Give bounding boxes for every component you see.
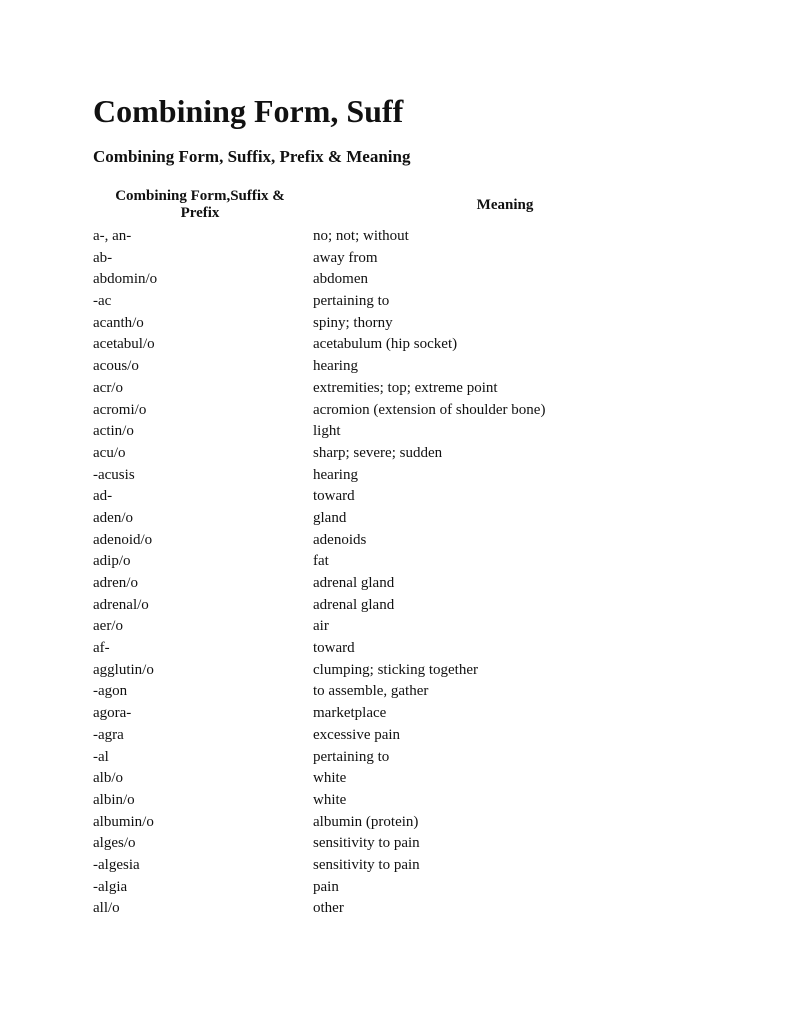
meaning-cell: abdomen bbox=[313, 271, 368, 288]
table-row bbox=[93, 291, 613, 313]
column-header-meaning: Meaning bbox=[476, 197, 534, 213]
term-cell: -algesia bbox=[93, 856, 140, 873]
table-row bbox=[93, 486, 613, 508]
meaning-cell: hearing bbox=[313, 466, 358, 483]
column-header-term: Combining Form,Suffix & Prefix bbox=[115, 188, 285, 221]
term-cell: albumin/o bbox=[93, 813, 154, 830]
table-row bbox=[93, 681, 613, 703]
meaning-cell: white bbox=[313, 770, 347, 787]
term-cell: acr/o bbox=[93, 379, 123, 396]
term-cell: ab- bbox=[93, 249, 113, 266]
table-row bbox=[93, 595, 613, 617]
meaning-cell: air bbox=[313, 618, 329, 635]
meaning-cell: to assemble, gather bbox=[313, 683, 429, 700]
term-table bbox=[93, 226, 613, 920]
term-cell: adip/o bbox=[93, 553, 131, 570]
meaning-cell: toward bbox=[313, 488, 355, 505]
table-row bbox=[93, 551, 613, 573]
table-row bbox=[93, 226, 613, 248]
table-row bbox=[93, 812, 613, 834]
term-cell: af- bbox=[93, 640, 110, 657]
meaning-cell: light bbox=[313, 423, 341, 440]
table-row bbox=[93, 725, 613, 747]
table-row bbox=[93, 443, 613, 465]
term-cell: acetabul/o bbox=[93, 336, 155, 353]
term-cell: acanth/o bbox=[93, 314, 144, 331]
table-row bbox=[93, 747, 613, 769]
table-row bbox=[93, 877, 613, 899]
table-row bbox=[93, 400, 613, 422]
meaning-cell: albumin (protein) bbox=[313, 813, 419, 830]
table-row bbox=[93, 703, 613, 725]
meaning-cell: adenoids bbox=[313, 531, 367, 548]
table-row bbox=[93, 660, 613, 682]
table-row bbox=[93, 616, 613, 638]
table-row bbox=[93, 573, 613, 595]
meaning-cell: hearing bbox=[313, 358, 358, 375]
term-cell: all/o bbox=[93, 900, 120, 917]
table-row bbox=[93, 833, 613, 855]
term-cell: acu/o bbox=[93, 444, 126, 461]
term-cell: aden/o bbox=[93, 509, 133, 526]
meaning-cell: fat bbox=[313, 553, 329, 570]
meaning-cell: excessive pain bbox=[313, 726, 401, 743]
table-row bbox=[93, 790, 613, 812]
term-cell: -ac bbox=[93, 293, 112, 310]
meaning-cell: adrenal gland bbox=[313, 575, 395, 591]
meaning-cell: pertaining to bbox=[313, 293, 390, 310]
meaning-cell: no; not; without bbox=[313, 228, 409, 244]
term-cell: -agra bbox=[93, 726, 124, 743]
meaning-cell: clumping; sticking together bbox=[313, 661, 478, 678]
meaning-cell: acetabulum (hip socket) bbox=[313, 336, 458, 353]
term-cell: alb/o bbox=[93, 770, 123, 787]
meaning-cell: toward bbox=[313, 640, 355, 657]
table-row bbox=[93, 638, 613, 660]
term-cell: -acusis bbox=[93, 466, 135, 483]
term-cell: agglutin/o bbox=[93, 661, 154, 678]
meaning-cell: white bbox=[313, 791, 347, 808]
term-cell: abdomin/o bbox=[93, 271, 158, 288]
term-cell: albin/o bbox=[93, 791, 135, 808]
table-row bbox=[93, 313, 613, 335]
term-cell: adren/o bbox=[93, 575, 138, 591]
meaning-cell: marketplace bbox=[313, 705, 387, 722]
document-subtitle: Combining Form, Suffix, Prefix & Meaning bbox=[93, 147, 411, 166]
term-cell: acous/o bbox=[93, 358, 139, 375]
table-row bbox=[93, 855, 613, 877]
table-row bbox=[93, 421, 613, 443]
meaning-cell: extremities; top; extreme point bbox=[313, 379, 498, 396]
term-cell: adrenal/o bbox=[93, 596, 149, 613]
table-row bbox=[93, 248, 613, 270]
meaning-cell: pertaining to bbox=[313, 748, 390, 765]
table-row bbox=[93, 334, 613, 356]
table-row bbox=[93, 898, 613, 920]
table-row bbox=[93, 768, 613, 790]
meaning-cell: other bbox=[313, 900, 344, 917]
term-cell: actin/o bbox=[93, 423, 134, 440]
meaning-cell: away from bbox=[313, 249, 378, 266]
table-row bbox=[93, 356, 613, 378]
meaning-cell: sensitivity to pain bbox=[313, 856, 420, 873]
term-cell: -al bbox=[93, 748, 109, 765]
meaning-cell: sharp; severe; sudden bbox=[313, 444, 443, 461]
term-cell: aer/o bbox=[93, 618, 123, 635]
term-cell: -agon bbox=[93, 683, 128, 700]
term-cell: a-, an- bbox=[93, 228, 132, 244]
table-row bbox=[93, 378, 613, 400]
term-cell: ad- bbox=[93, 488, 113, 505]
table-row bbox=[93, 530, 613, 552]
meaning-cell: acromion (extension of shoulder bone) bbox=[313, 401, 546, 418]
meaning-cell: adrenal gland bbox=[313, 596, 395, 613]
table-row bbox=[93, 269, 613, 291]
meaning-cell: gland bbox=[313, 509, 347, 526]
document-title: Combining Form, Suff bbox=[93, 93, 404, 129]
table-row bbox=[93, 465, 613, 487]
meaning-cell: sensitivity to pain bbox=[313, 835, 420, 852]
term-cell: agora- bbox=[93, 705, 132, 722]
term-cell: adenoid/o bbox=[93, 531, 153, 548]
meaning-cell: spiny; thorny bbox=[313, 314, 393, 331]
meaning-cell: pain bbox=[313, 878, 339, 895]
table-row bbox=[93, 508, 613, 530]
term-cell: -algia bbox=[93, 878, 128, 895]
term-cell: alges/o bbox=[93, 835, 136, 852]
term-cell: acromi/o bbox=[93, 401, 147, 418]
